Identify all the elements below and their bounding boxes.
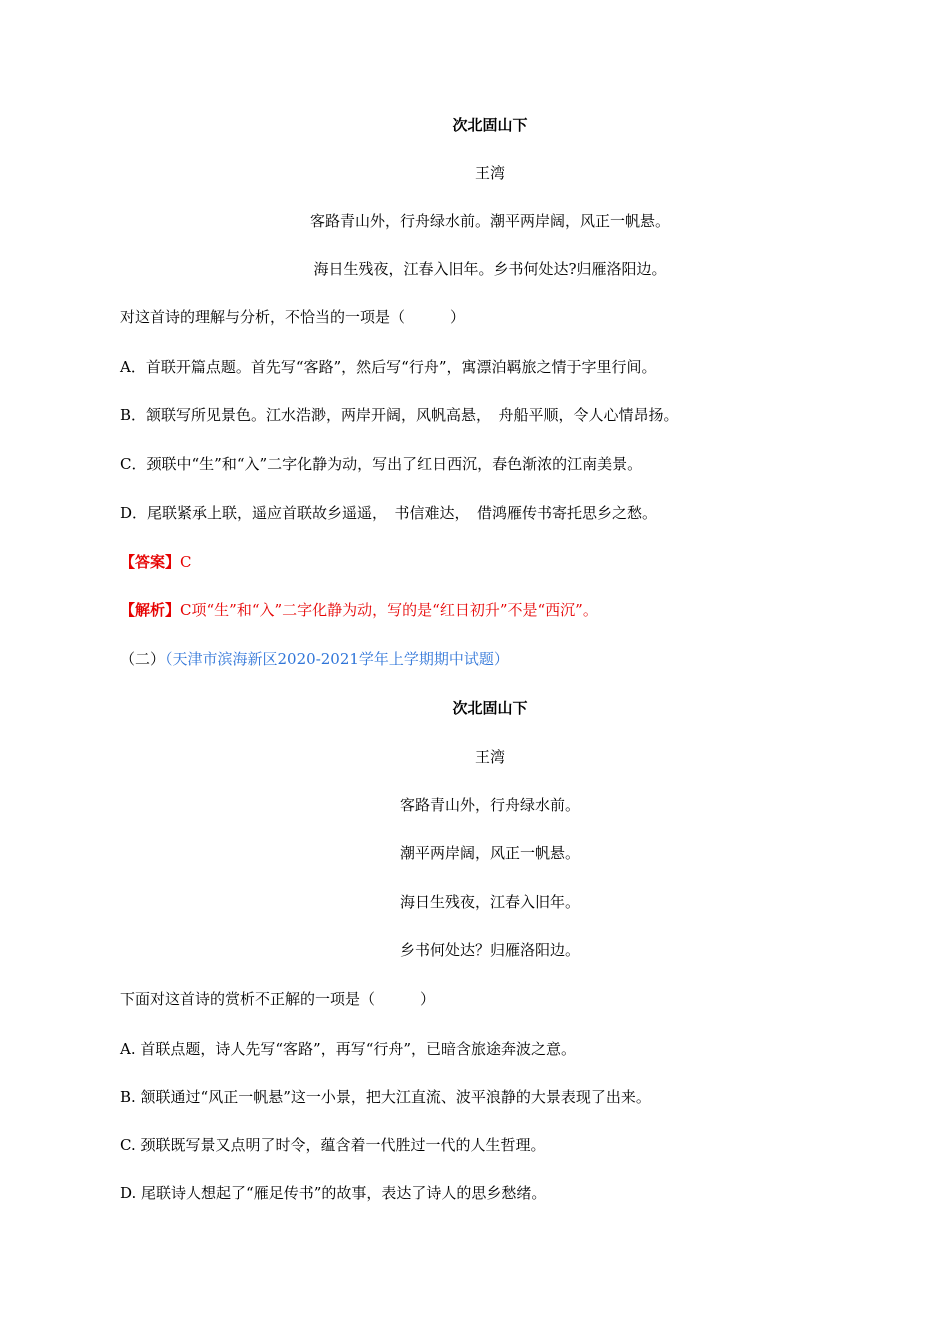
- analysis-text: C项“生”和“入”二字化静为动，写的是“红日初升”不是“西沉”。: [180, 601, 598, 619]
- option-c: C. 颈联既写景又点明了时令，蕴含着一代胜过一代的人生哲理。: [120, 1136, 546, 1154]
- poem-line: 客路青山外，行舟绿水前。: [399, 796, 580, 814]
- poem-line: 海日生残夜，江春入旧年。: [399, 893, 580, 911]
- poem-author: 王湾: [474, 164, 505, 182]
- poem-line: 乡书何处达？归雁洛阳边。: [399, 941, 580, 959]
- poem-title: 次北固山下: [452, 116, 528, 134]
- poem-line: 客路青山外，行舟绿水前。潮平两岸阔，风正一帆悬。: [309, 212, 670, 230]
- poem-author: 王湾: [474, 748, 505, 766]
- option-d: D. 尾联诗人想起了“雁足传书”的故事，表达了诗人的思乡愁绪。: [120, 1184, 547, 1202]
- analysis: [120, 599, 598, 621]
- section-heading: [120, 648, 509, 670]
- poem-title: 次北固山下: [452, 699, 528, 717]
- analysis-label: 【解析】: [120, 601, 181, 619]
- question-stem: 对这首诗的理解与分析，不恰当的一项是（ ）: [120, 308, 466, 326]
- poem-line: 潮平两岸阔，风正一帆悬。: [399, 844, 580, 862]
- option-b: B. 颔联通过“风正一帆悬”这一小景，把大江直流、波平浪静的大景表现了出来。: [120, 1088, 651, 1106]
- option-a: A. 首联点题，诗人先写“客路”，再写“行舟”，已暗含旅途奔波之意。: [120, 1040, 577, 1058]
- answer: [120, 551, 192, 573]
- option-b: B．颔联写所见景色。江水浩渺，两岸开阔，风帆高悬， 舟船平顺，令人心情昂扬。: [120, 406, 679, 424]
- section-number: （二）: [120, 650, 166, 668]
- option-a: A．首联开篇点题。首先写“客路”，然后写“行舟”，寓漂泊羁旅之情于字里行间。: [120, 358, 657, 376]
- option-d: D．尾联紧承上联，遥应首联故乡遥遥， 书信难达， 借鸿雁传书寄托思乡之愁。: [120, 504, 658, 522]
- option-c: C．颈联中“生”和“入”二字化静为动，写出了红日西沉，春色渐浓的江南美景。: [120, 455, 643, 473]
- question-stem: 下面对这首诗的赏析不正解的一项是（ ）: [120, 990, 436, 1008]
- poem-line: 海日生残夜，江春入旧年。乡书何处达?归雁洛阳边。: [313, 260, 667, 278]
- answer-value: C: [180, 553, 192, 571]
- source-note: （天津市滨海新区2020-2021学年上学期期中试题）: [165, 650, 509, 668]
- answer-label: 【答案】: [120, 553, 181, 571]
